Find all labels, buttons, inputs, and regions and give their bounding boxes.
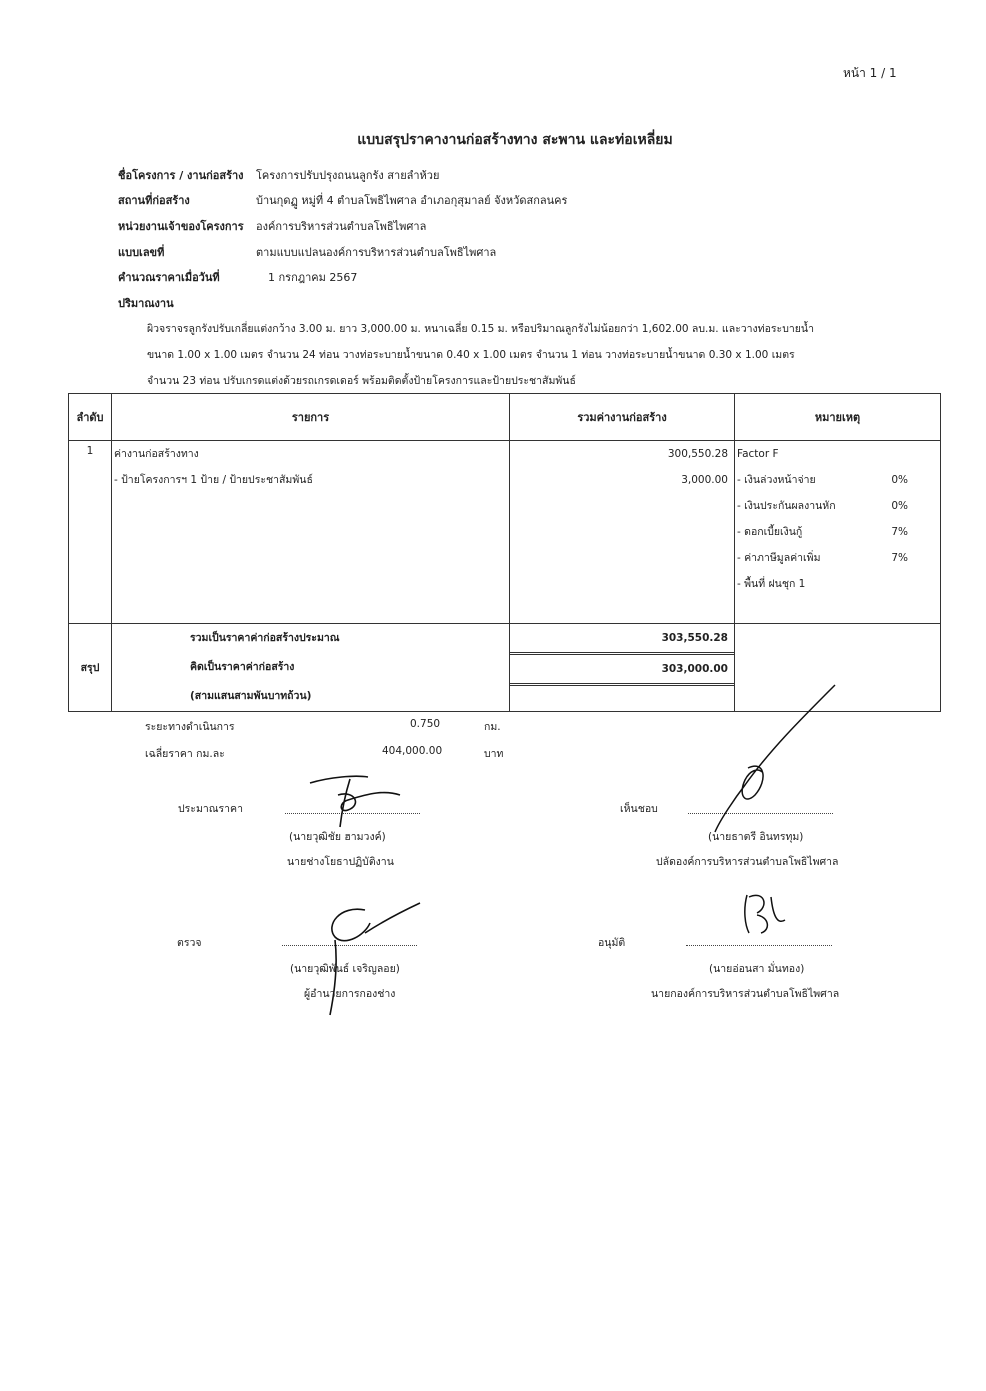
location-value: บ้านกุดฏู หมู่ที่ 4 ตำบลโพธิไพศาล อำเภอกุสุมาลย์ จังหวัดสกลนคร: [256, 194, 568, 207]
approve-role: อนุมัติ: [598, 937, 626, 949]
remarks: [735, 441, 941, 624]
total-estimate-value: 303,550.28: [510, 624, 734, 655]
estimator-signature: [300, 765, 410, 835]
quantity-line: ขนาด 1.00 x 1.00 เมตร จำนวน 24 ท่อน วางท่อระบายน้ำขนาด 0.40 x 1.00 เมตร จำนวน 1 ท่อน วางท่อระบายน้ำขนาด 0.30 x 1.00 เมตร: [147, 349, 795, 361]
quantity-label: ปริมาณงาน: [118, 297, 174, 310]
agree-signature: [690, 680, 850, 840]
estimator-name: (นายวุฒิชัย ฮามวงค์): [289, 831, 386, 843]
location-label: สถานที่ก่อสร้าง: [118, 194, 190, 207]
average-value: 404,000.00: [382, 745, 443, 757]
agree-title: ปลัดองค์การบริหารส่วนตำบลโพธิไพศาล: [656, 856, 839, 868]
construction-price-value: 303,000.00: [510, 655, 734, 686]
construction-price-label: คิดเป็นราคาค่าก่อสร้าง: [190, 661, 295, 673]
remark-value: 7%: [891, 552, 908, 564]
project-value: โครงการปรับปรุงถนนลูกรัง สายลำห้วย: [256, 169, 440, 182]
agency-value: องค์การบริหารส่วนตำบลโพธิไพศาล: [256, 220, 427, 233]
date-label: คำนวณราคาเมื่อวันที่: [118, 271, 220, 284]
document-title: แบบสรุปราคางานก่อสร้างทาง สะพาน และท่อเหลี่ยม: [357, 132, 673, 148]
header-total: รวมค่างานก่อสร้าง: [510, 394, 735, 441]
remark-value: 7%: [891, 526, 908, 538]
cost-table: [68, 393, 941, 712]
header-no: ลำดับ: [69, 394, 112, 441]
agree-name: (นายธาตรี อินทรทุม): [708, 831, 804, 843]
agency-label: หน่วยงานเจ้าของโครงการ: [118, 220, 244, 233]
project-label: ชื่อโครงการ / งานก่อสร้าง: [118, 169, 244, 182]
distance-value: 0.750: [410, 718, 441, 730]
remark-label: - ค่าภาษีมูลค่าเพิ่ม: [737, 552, 821, 564]
check-role: ตรวจ: [177, 937, 202, 949]
remark-value: 0%: [891, 474, 908, 486]
agree-role: เห็นชอบ: [620, 803, 658, 815]
approve-signature: [735, 885, 795, 940]
remark-label: - ดอกเบี้ยเงินกู้: [737, 526, 803, 538]
remark-value: 0%: [891, 500, 908, 512]
header-remark: หมายเหตุ: [735, 394, 941, 441]
summary-label: สรุป: [69, 624, 112, 712]
estimator-role: ประมาณราคา: [178, 803, 243, 815]
check-title: ผู้อำนวยการกองช่าง: [304, 988, 396, 1000]
total-estimate-label: รวมเป็นราคาค่าก่อสร้างประมาณ: [190, 632, 340, 644]
item-name: - ป้ายโครงการฯ 1 ป้าย / ป้ายประชาสัมพันธ์: [114, 474, 313, 486]
header-item: รายการ: [112, 394, 510, 441]
row-number: 1: [69, 441, 112, 624]
remark-label: - พื้นที่ ฝนชุก 1: [737, 578, 806, 590]
approve-signature-line: [686, 944, 832, 946]
distance-label: ระยะทางดำเนินการ: [145, 721, 235, 733]
item-amount: 3,000.00: [681, 474, 728, 486]
quantity-line: จำนวน 23 ท่อน ปรับเกรดแต่งด้วยรถเกรดเดอร์ พร้อมติดตั้งป้ายโครงการและป้ายประชาสัมพันธ์: [147, 375, 576, 387]
item-name: ค่างานก่อสร้างทาง: [114, 448, 199, 460]
amount-in-words: (สามแสนสามพันบาทถ้วน): [190, 690, 312, 702]
quantity-line: ผิวจราจรลูกรังปรับเกลี่ยแต่งกว้าง 3.00 ม. ยาว 3,000.00 ม. หนาเฉลี่ย 0.15 ม. หรือปริมาณลูกรังไม่น้อยกว่า 1,602.00 ลบ.ม. และวางท่อระบายน้ำ: [147, 323, 814, 335]
average-unit: บาท: [484, 748, 504, 760]
approve-name: (นายอ่อนสา มั่นทอง): [709, 963, 805, 975]
remark-label: - เงินประกันผลงานหัก: [737, 500, 836, 512]
distance-unit: กม.: [484, 721, 501, 733]
date-value: 1 กรกฎาคม 2567: [268, 271, 358, 284]
approve-title: นายกองค์การบริหารส่วนตำบลโพธิไพศาล: [651, 988, 840, 1000]
page-number: หน้า 1 / 1: [843, 66, 897, 80]
average-label: เฉลี่ยราคา กม.ละ: [145, 748, 225, 760]
plan-label: แบบเลขที่: [118, 246, 165, 259]
remark-label: Factor F: [737, 448, 779, 460]
plan-value: ตามแบบแปลนองค์การบริหารส่วนตำบลโพธิไพศาล: [256, 246, 497, 259]
check-name: (นายวุฒิพันธ์ เจริญลอย): [290, 963, 400, 975]
estimator-title: นายช่างโยธาปฏิบัติงาน: [287, 856, 394, 868]
item-amount: 300,550.28: [667, 448, 728, 460]
remark-label: - เงินล่วงหน้าจ่าย: [737, 474, 816, 486]
table-row: [69, 441, 941, 624]
